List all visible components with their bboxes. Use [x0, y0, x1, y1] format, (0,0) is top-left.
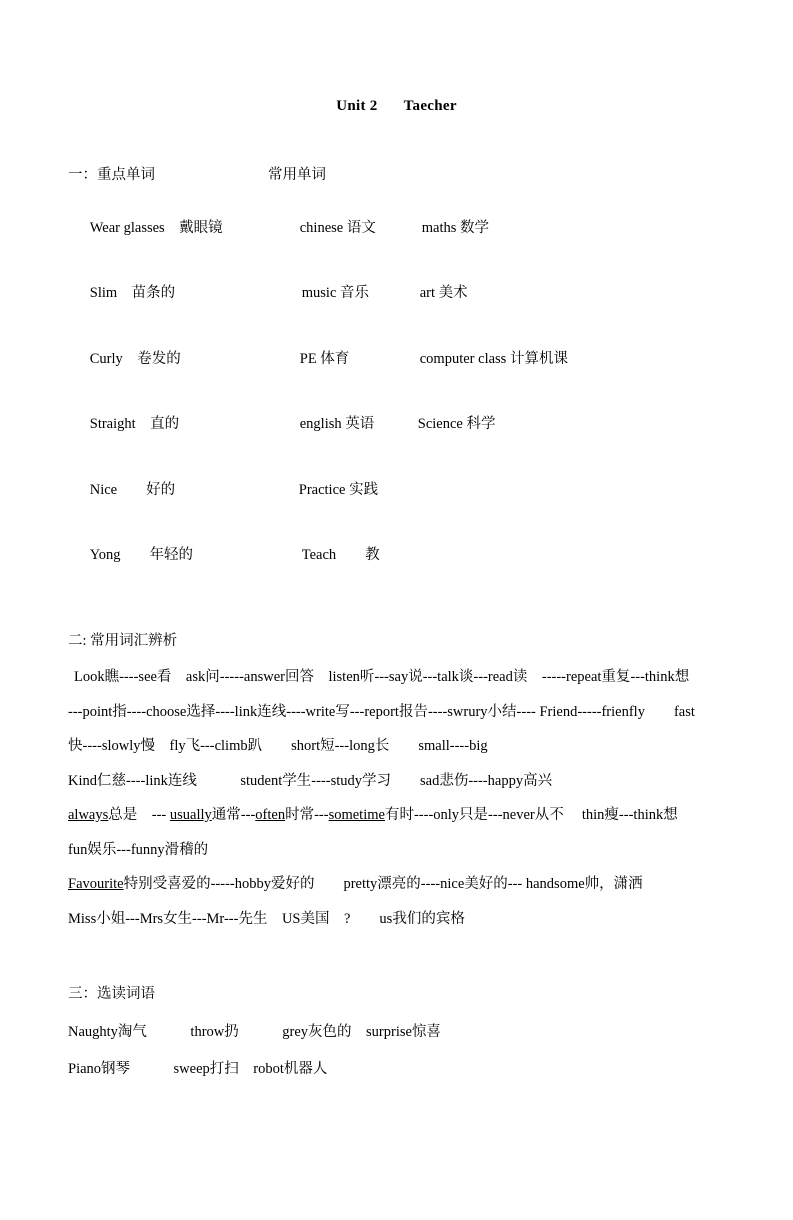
analysis-line: fun娱乐---funny滑稽的 — [68, 841, 209, 858]
vocab-row — [68, 272, 725, 316]
analysis-line: Look瞧----see看 ask问-----answer回答 listen听---say说---talk谈---read读 -----repeat重复---think想 — [74, 669, 690, 685]
vocab-mid: PE 体育 — [299, 350, 350, 367]
vocab-right: computer class 计算机课 — [419, 350, 568, 367]
title-main: Unit 2 — [336, 98, 378, 114]
analysis-line: Miss小姐---Mrs女生---Mr---先生 US美国 ? us我们的宾格 — [68, 910, 465, 927]
section-optional-words — [68, 982, 725, 1076]
vocab-row — [68, 468, 725, 512]
vocab-left: Nice 好的 — [89, 481, 176, 498]
vocab-mid: english 英语 — [299, 416, 375, 432]
vocab-left: Yong 年轻的 — [89, 547, 194, 563]
section-word-analysis — [68, 629, 725, 926]
vocab-row — [68, 337, 725, 381]
vocab-left: Curly 卷发的 — [89, 350, 181, 367]
analysis-line: Favourite特别受喜爱的-----hobby爱好的 pretty漂亮的----nice美好的--- handsome帅，潇洒 — [68, 876, 643, 892]
section3-heading: 三：选读词语 — [68, 986, 155, 1002]
optional-line: Piano钢琴 sweep打扫 robot机器人 — [68, 1060, 328, 1077]
document-page — [0, 98, 793, 1220]
section-key-words — [68, 163, 725, 577]
vocab-mid: music 音乐 — [301, 285, 370, 301]
optional-line: Naughty淘气 throw扔 grey灰色的 surprise惊喜 — [68, 1024, 441, 1040]
vocab-left: Slim 苗条的 — [89, 285, 176, 301]
vocab-left: Straight 直的 — [89, 416, 180, 432]
vocab-row — [68, 534, 725, 578]
analysis-line: ---point指----choose选择----link连线----write写---report报告----swrury小结---- Friend-----frienfly fast — [68, 703, 695, 720]
vocab-row — [68, 206, 725, 250]
vocab-left: Wear glasses 戴眼镜 — [89, 219, 223, 236]
vocab-mid: chinese 语文 — [299, 219, 376, 236]
section1-heading-right: 常用单词 — [268, 167, 326, 183]
analysis-line: Kind仁慈----link连线 student学生----study学习 sad悲伤----happy高兴 — [68, 772, 553, 789]
vocab-mid: Teach 教 — [301, 547, 380, 563]
section1-heading — [68, 163, 725, 184]
vocab-right: Science 科学 — [417, 416, 496, 432]
title-sub: Taecher — [403, 98, 457, 114]
analysis-line: always总是 --- usually通常---often时常---sometime有时----only只是---never从不 thin瘦---think想 — [68, 807, 678, 823]
section1-heading-left: 一：重点单词 — [68, 167, 155, 183]
page-title — [68, 98, 725, 115]
vocab-row — [68, 403, 725, 447]
vocab-mid: Practice 实践 — [298, 481, 379, 498]
section2-heading: 二: 常用词汇辨析 — [68, 633, 178, 649]
analysis-line: 快----slowly慢 fly飞---climb趴 short短---long长 small----big — [68, 738, 488, 754]
vocab-right: art 美术 — [419, 285, 468, 301]
vocab-right: maths 数学 — [421, 219, 490, 236]
